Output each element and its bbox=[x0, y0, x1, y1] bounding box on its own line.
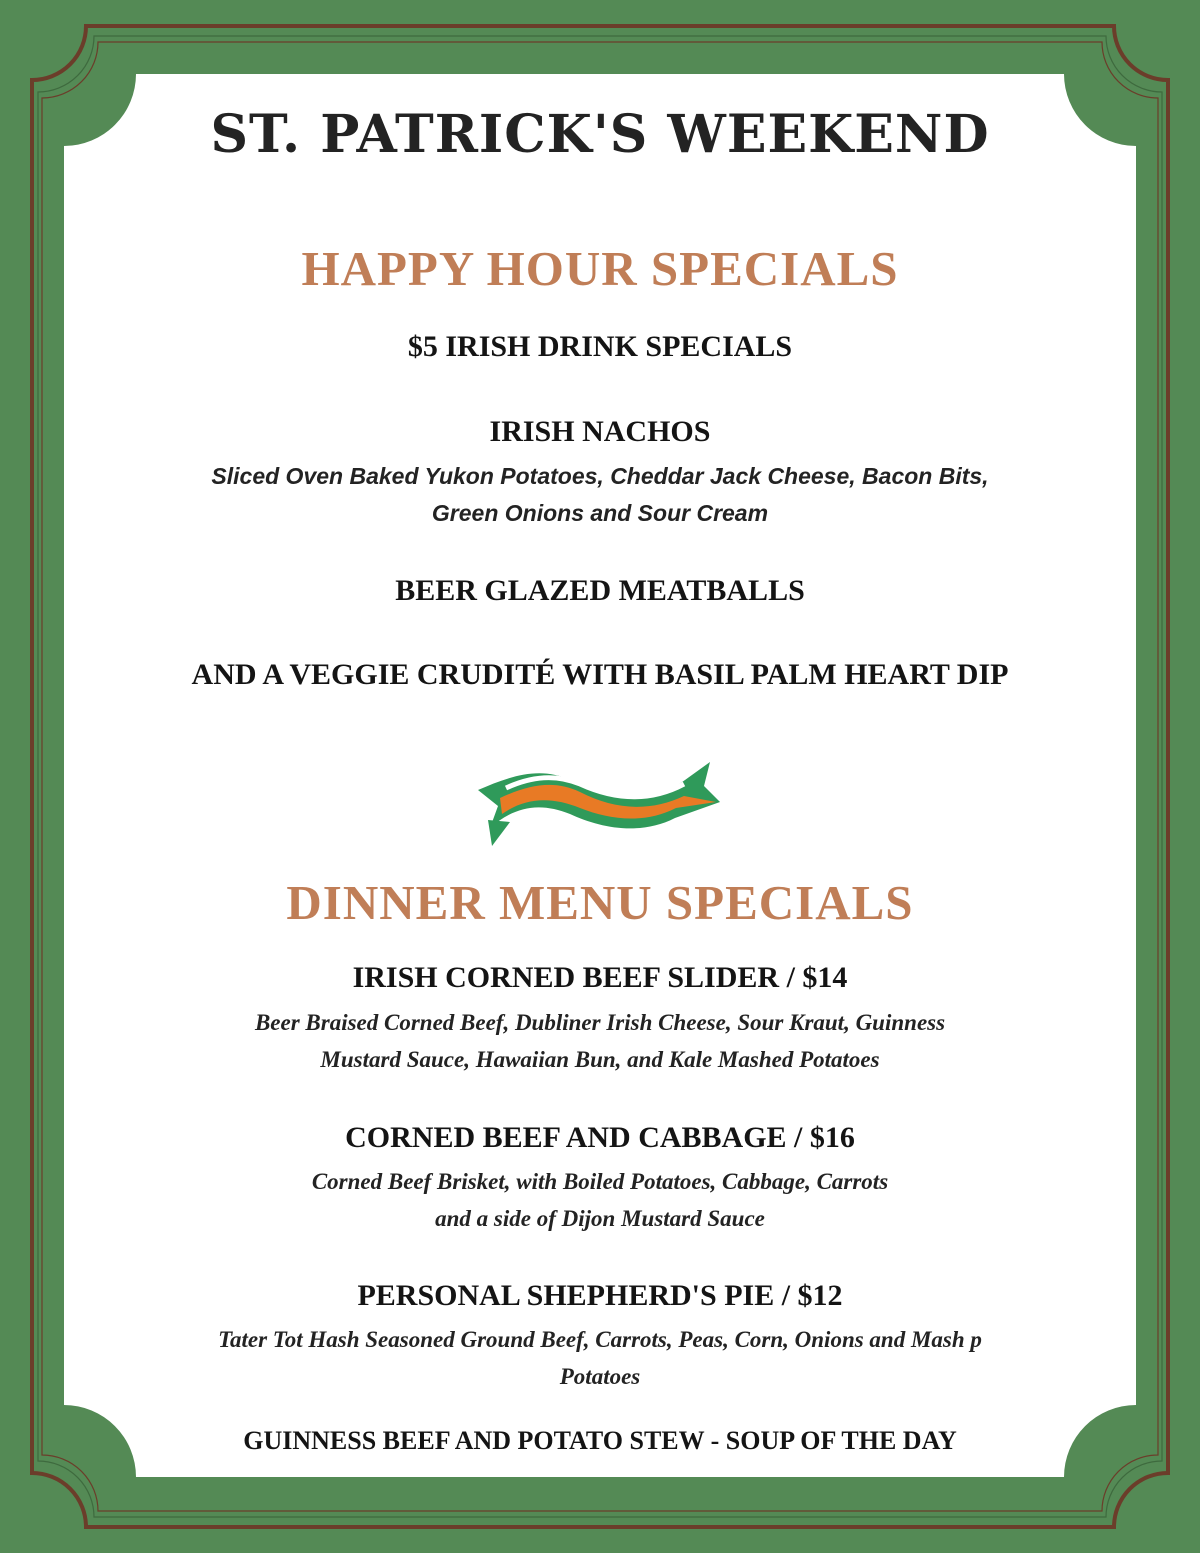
item-description: and a side of Dijon Mustard Sauce bbox=[435, 1206, 765, 1231]
happy-hour-item: AND A VEGGIE CRUDITÉ WITH BASIL PALM HEART DIP bbox=[191, 658, 1009, 691]
dinner-heading: DINNER MENU SPECIALS bbox=[286, 875, 914, 930]
dinner-item: CORNED BEEF AND CABBAGE / $16 bbox=[345, 1121, 855, 1154]
happy-hour-item: IRISH NACHOS bbox=[489, 415, 711, 448]
dinner-item: PERSONAL SHEPHERD'S PIE / $12 bbox=[357, 1279, 843, 1312]
happy-hour-heading: HAPPY HOUR SPECIALS bbox=[301, 241, 899, 296]
item-description: Tater Tot Hash Seasoned Ground Beef, Carrots, Peas, Corn, Onions and Mash p bbox=[218, 1327, 982, 1352]
item-description: Sliced Oven Baked Yukon Potatoes, Cheddar Jack Cheese, Bacon Bits, bbox=[211, 463, 989, 489]
item-description: Green Onions and Sour Cream bbox=[431, 500, 769, 526]
item-description: Corned Beef Brisket, with Boiled Potatoes, Cabbage, Carrots bbox=[311, 1169, 889, 1194]
item-description: Mustard Sauce, Hawaiian Bun, and Kale Mashed Potatoes bbox=[320, 1047, 880, 1072]
item-description: Potatoes bbox=[559, 1364, 641, 1389]
happy-hour-item: BEER GLAZED MEATBALLS bbox=[395, 574, 805, 607]
happy-hour-item: $5 IRISH DRINK SPECIALS bbox=[407, 330, 793, 363]
ribbon-banner-icon bbox=[470, 758, 730, 850]
soup-of-the-day: GUINNESS BEEF AND POTATO STEW - SOUP OF THE DAY bbox=[243, 1426, 957, 1455]
dinner-item: IRISH CORNED BEEF SLIDER / $14 bbox=[352, 961, 848, 994]
page-title: ST. PATRICK'S WEEKEND bbox=[210, 104, 990, 165]
item-description: Beer Braised Corned Beef, Dubliner Irish Cheese, Sour Kraut, Guinness bbox=[254, 1010, 946, 1035]
